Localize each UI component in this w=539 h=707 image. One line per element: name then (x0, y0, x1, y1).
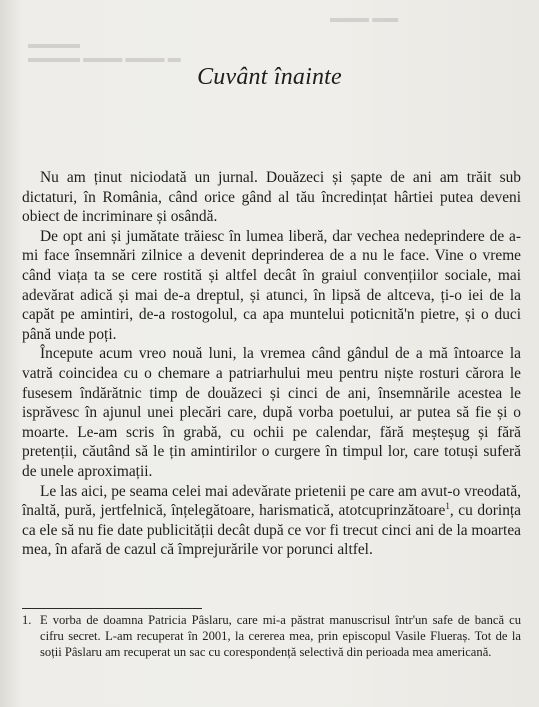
footnote-number: 1. (22, 613, 32, 627)
footnote-text: E vorba de doamna Patricia Pâslaru, care mi-a păstrat manuscrisul într'un safe de bancă cu cifru secret. L-am recuperat în 2001, la cererea mea, prin episcopul Vasile Flueraș. Tot de la soții Pâslaru am recuperat un sac cu corespondență selectivă din perioada mea americană. (40, 613, 521, 660)
footnote-reference: 1 (445, 500, 450, 511)
bleed-through-text: ▬▬▬▬ ▬▬▬ ▬▬▬ ▬ (28, 50, 181, 65)
paragraph-text: , cu dorința ca ele să nu fie date publicității decât după ce vor fi trecut cinci ani de la moartea mea, în afară de cazul că împrejurările vor porunci altfel. (22, 502, 521, 559)
bleed-through-text: ▬▬▬ ▬▬ (330, 10, 399, 25)
page-title: Cuvânt înainte (197, 64, 342, 90)
footnote-divider (22, 608, 202, 609)
paragraph: Începute acum vreo nouă luni, la vremea când gândul de a mă întoarce la vatră coincidea cu o chemare a patriarhului meu pentru niște rosturi cărora le fusesem îndărătnic timp de douăzeci și cinci de ani, însemnările acestea le isprăvesc în ajunul unei plecări care, după vorba poetului, ar putea să fie și o moarte. Le-am scris în grabă, cu ochii pe calendar, fără meșteșug și fără pretenții, căutând să le țin amintirilor o curgere în timpul lor, care totuși suferă de unele aproximații. (22, 345, 521, 480)
paragraph-text: Le las aici, pe seama celei mai adevărate prietenii pe care am avut-o vreodată, înaltă, pură, jertfelnică, înțelegătoare, harismatică, atotcuprinzătoare (22, 482, 521, 520)
footnote (22, 612, 521, 661)
bleed-through-text: ▬▬▬▬ (28, 36, 80, 51)
paragraph: Nu am ținut niciodată un jurnal. Douăzeci și șapte de ani am trăit sub dictaturi, în România, când orice gând al tău încredințat hârtiei putea deveni obiect de incriminare și osândă. (22, 169, 521, 226)
paragraph (22, 482, 521, 560)
paragraph: De opt ani și jumătate trăiesc în lumea liberă, dar vechea nedeprindere de a-mi face însemnări zilnice a devenit deprinderea de a nu le face. Vine o vreme când viața ta se cere rostită și altfel decât în graiul convențiilor sociale, mai adevărat adică și mai de-a dreptul, și atunci, în lipsă de altceva, ți-o iei de la capăt pe amintiri, de-a rostogolul, ca apa muntelui poticnită'n pietre, și o duci până unde poți. (22, 227, 521, 343)
preface-body (22, 168, 521, 560)
